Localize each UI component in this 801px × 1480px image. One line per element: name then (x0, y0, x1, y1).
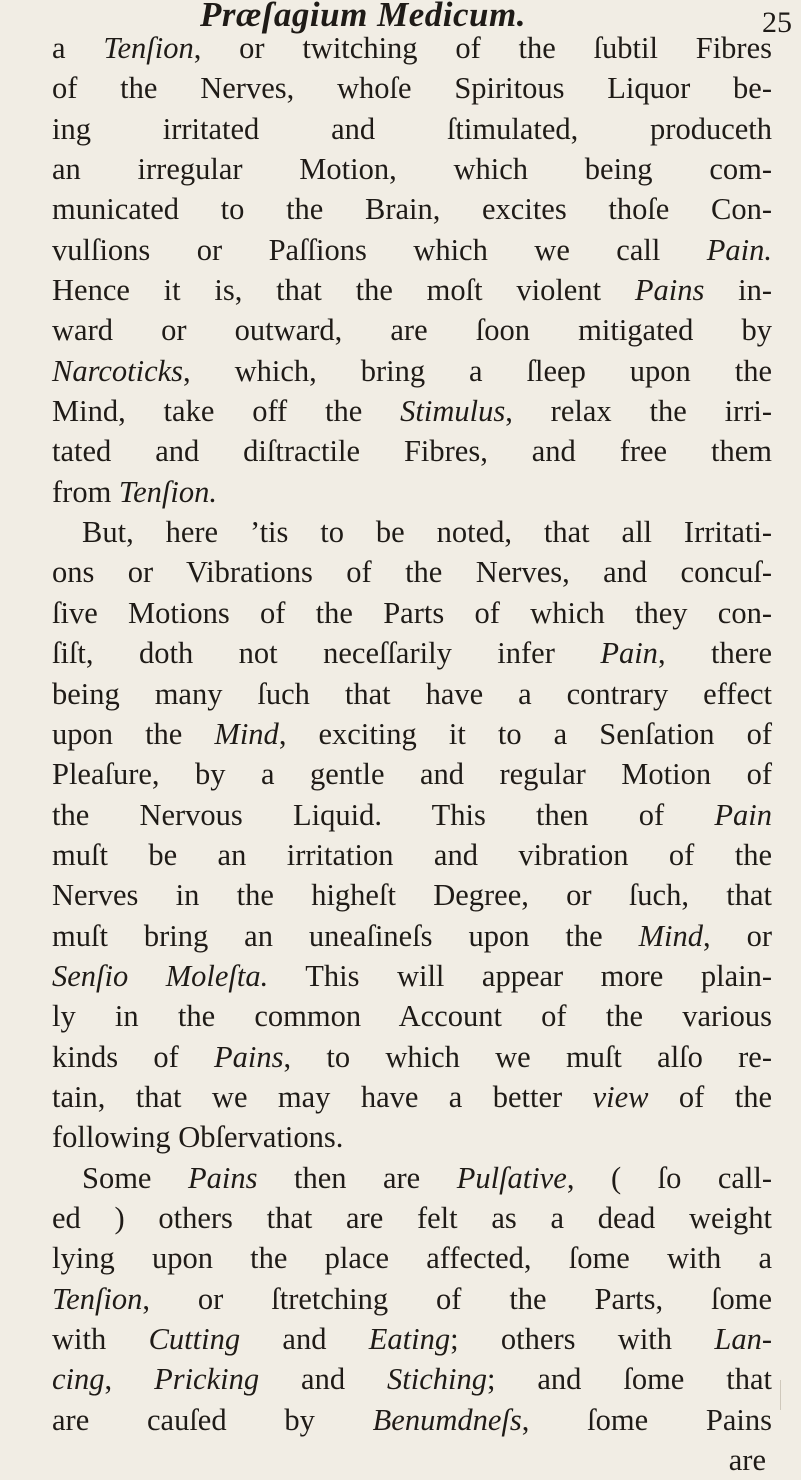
text-run: , ſome Pains (521, 1402, 772, 1437)
text-run: muſt be an irritation and vibration of the (52, 837, 772, 872)
text-line (52, 916, 772, 956)
italic-run: Stimulus (400, 394, 506, 429)
text-run: ; others with (450, 1322, 715, 1356)
text-run: ſiſt, doth not neceſſarily infer (52, 636, 601, 671)
text-run: municated to the Brain, excites thoſe Con- (52, 192, 772, 227)
text-line (52, 1279, 772, 1319)
italic-run: Mind (214, 716, 279, 751)
text-line (52, 1359, 772, 1399)
italic-run: Narcoticks (52, 353, 184, 388)
italic-run: Cutting (148, 1322, 241, 1356)
page-number: 25 (762, 6, 792, 39)
text-line (52, 1198, 772, 1238)
text-run: , to which we muſt alſo re- (283, 1039, 772, 1074)
text-run: , which, bring a ſleep upon the (183, 353, 772, 388)
text-line (52, 795, 772, 835)
text-run: from (52, 474, 119, 509)
italic-run: Pains (214, 1039, 284, 1074)
first-word: a (52, 31, 104, 65)
text-line (52, 996, 772, 1036)
text-line (52, 149, 772, 189)
text-line (52, 1117, 772, 1157)
text-line (52, 1158, 772, 1198)
italic-run: Pricking (154, 1362, 260, 1397)
text-run: , (104, 1362, 155, 1397)
text-run: of the Nerves, whoſe Spiritous Liquor be- (52, 71, 772, 106)
italic-run: Mind (638, 918, 704, 953)
text-line (52, 351, 772, 391)
italic-run: Pains (187, 1160, 258, 1195)
italic-run: Tenſion. (118, 474, 217, 509)
text-run: , or twitching of the ſubtil Fibres (193, 31, 772, 65)
text-run: Nerves in the higheſt Degree, or ſuch, that (52, 878, 772, 913)
text-run: being many ſuch that have a contrary effect (52, 676, 772, 711)
text-line (52, 68, 772, 108)
page-edge-mark (780, 1380, 797, 1410)
text-line (52, 835, 772, 875)
text-line (52, 512, 772, 552)
text-run: This will appear more plain- (268, 958, 773, 993)
italic-run: view (592, 1079, 649, 1114)
text-run: following Obſervations. (52, 1120, 344, 1155)
text-run: ; and ſome that (486, 1362, 773, 1397)
text-line (52, 754, 772, 794)
text-run: ly in the common Account of the various (52, 999, 772, 1034)
text-line (52, 593, 772, 633)
text-run: an irregular Motion, which being com- (52, 152, 772, 187)
text-line (52, 633, 772, 673)
italic-run: Stiching (387, 1362, 487, 1397)
italic-run: Pain (600, 636, 658, 671)
text-run: tated and diſtractile Fibres, and free them (52, 434, 772, 469)
italic-run: cing (52, 1362, 105, 1397)
text-run: , relax the irri- (505, 394, 772, 429)
italic-run: Tenſion (52, 1281, 143, 1316)
text-run: ed ) others that are felt as a dead weight (52, 1200, 772, 1235)
text-run: in- (704, 273, 772, 308)
text-line (52, 1238, 772, 1278)
text-line (52, 431, 772, 471)
text-run: upon the (52, 716, 215, 751)
text-run: But, here ’tis to be noted, that all Irritati- (82, 515, 772, 550)
text-run: , or ſtretching of the Parts, ſome (142, 1281, 772, 1316)
running-title: Præſagium Medicum. (200, 0, 526, 34)
text-line (52, 1319, 772, 1359)
italic-run: Senſio Moleſta. (52, 958, 269, 993)
italic-run: Tenſion (103, 31, 194, 65)
text-line (52, 391, 772, 431)
text-run: are cauſed by (52, 1402, 373, 1437)
text-run: kinds of (52, 1039, 215, 1074)
text-line (52, 189, 772, 229)
text-line (52, 270, 772, 310)
text-line (52, 956, 772, 996)
text-run: Mind, take off the (52, 394, 401, 429)
text-line (52, 1037, 772, 1077)
italic-run: Pulſative (456, 1160, 567, 1195)
italic-run: Benumdneſs (372, 1402, 522, 1437)
text-line (52, 310, 772, 350)
italic-run: Pain. (706, 232, 772, 267)
text-run: ſive Motions of the Parts of which they con- (52, 595, 772, 630)
text-run: Hence it is, that the moſt violent (52, 273, 635, 308)
text-line (52, 28, 772, 68)
text-run: with (52, 1322, 149, 1356)
text-line (52, 472, 772, 512)
text-run: , there (657, 636, 772, 671)
text-run: are (728, 1443, 766, 1478)
text-run: then are (257, 1160, 457, 1195)
text-line (52, 1077, 772, 1117)
text-run: Some (82, 1160, 188, 1195)
text-run: and (259, 1362, 388, 1397)
italic-run: Lan- (714, 1322, 772, 1356)
body-text (52, 28, 772, 1480)
text-run: ward or outward, are ſoon mitigated by (52, 313, 772, 348)
italic-run: Pain (714, 797, 772, 832)
italic-run: Pains (634, 273, 705, 308)
text-run: , exciting it to a Senſation of (278, 716, 772, 751)
text-run: ons or Vibrations of the Nerves, and concuſ- (52, 555, 772, 590)
text-run: ing irritated and ſtimulated, produceth (52, 111, 772, 146)
text-run: Pleaſure, by a gentle and regular Motion of (52, 757, 772, 792)
text-line (52, 714, 772, 754)
text-line (52, 875, 772, 915)
text-run: tain, that we may have a better (52, 1079, 593, 1114)
text-run: , ( ſo call- (566, 1160, 773, 1195)
text-line (52, 552, 772, 592)
text-run: , or (703, 918, 772, 953)
text-line (52, 674, 772, 714)
text-run: and (240, 1322, 369, 1356)
text-line (52, 1440, 772, 1480)
text-line (52, 230, 772, 270)
text-run: vulſions or Paſſions which we call (52, 232, 707, 267)
text-run: the Nervous Liquid. This then of (52, 797, 715, 832)
text-line (52, 109, 772, 149)
text-run: lying upon the place affected, ſome with a (52, 1241, 772, 1276)
text-run: of the (648, 1079, 772, 1114)
italic-run: Eating (368, 1322, 451, 1356)
text-run: muſt bring an uneaſineſs upon the (52, 918, 639, 953)
